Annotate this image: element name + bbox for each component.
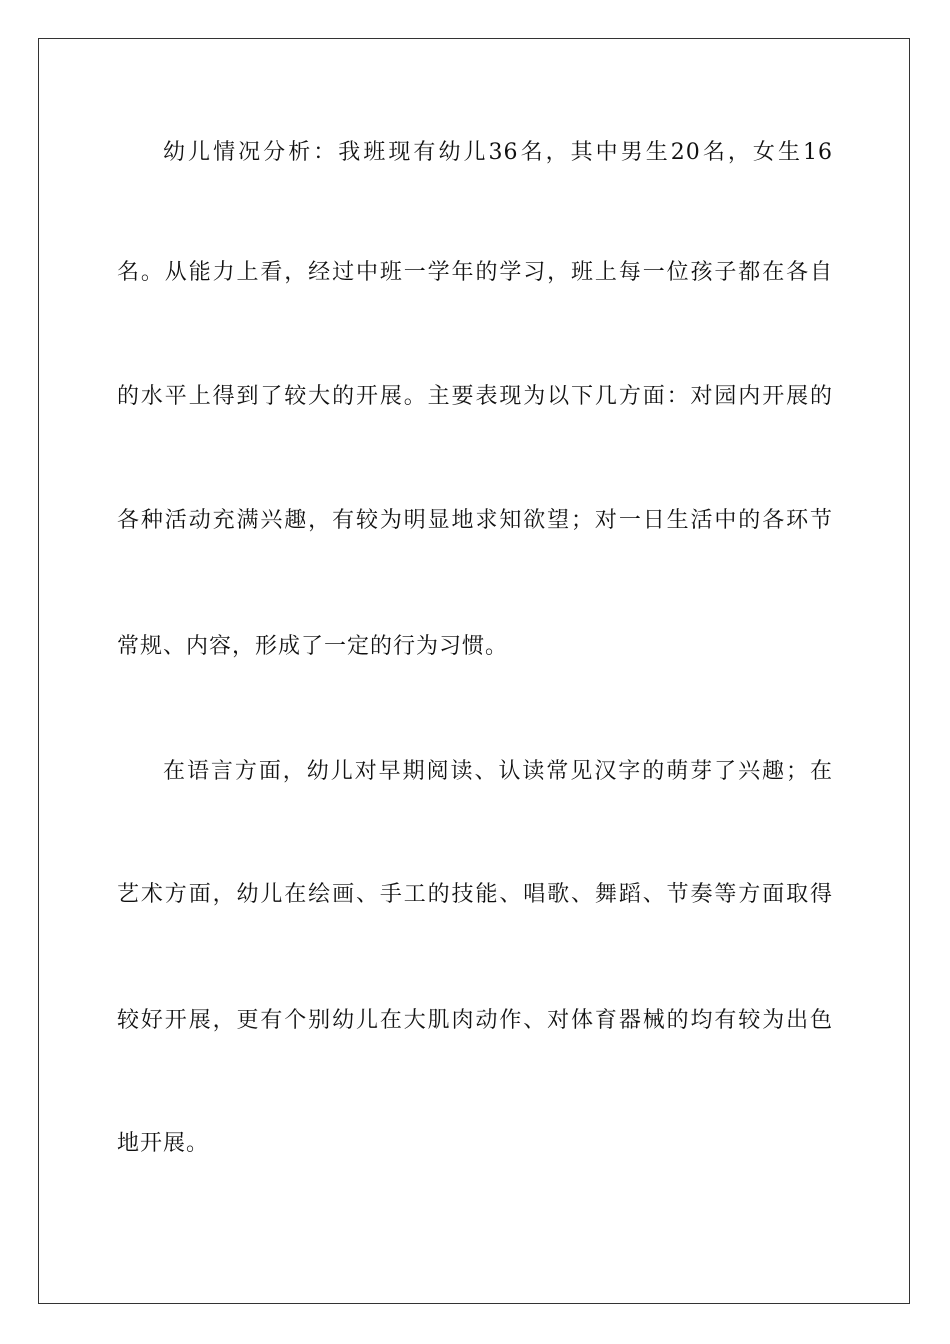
paragraph-line: 名。从能力上看，经过中班一学年的学习，班上每一位孩子都在各自 bbox=[117, 260, 833, 285]
paragraph-line: 的水平上得到了较大的开展。主要表现为以下几方面：对园内开展的 bbox=[117, 384, 833, 409]
paragraph-line: 在语言方面，幼儿对早期阅读、认读常见汉字的萌芽了兴趣；在 bbox=[163, 759, 833, 784]
paragraph-line: 幼儿情况分析：我班现有幼儿36名，其中男生20名，女生16 bbox=[163, 140, 833, 165]
paragraph-line: 各种活动充满兴趣，有较为明显地求知欲望；对一日生活中的各环节 bbox=[117, 508, 833, 533]
paragraph-line: 艺术方面，幼儿在绘画、手工的技能、唱歌、舞蹈、节奏等方面取得 bbox=[117, 882, 833, 907]
page-border bbox=[38, 38, 910, 1304]
paragraph-line: 常规、内容，形成了一定的行为习惯。 bbox=[117, 634, 509, 659]
paragraph-line: 较好开展，更有个别幼儿在大肌肉动作、对体育器械的均有较为出色 bbox=[117, 1008, 833, 1033]
paragraph-line: 地开展。 bbox=[117, 1131, 210, 1156]
